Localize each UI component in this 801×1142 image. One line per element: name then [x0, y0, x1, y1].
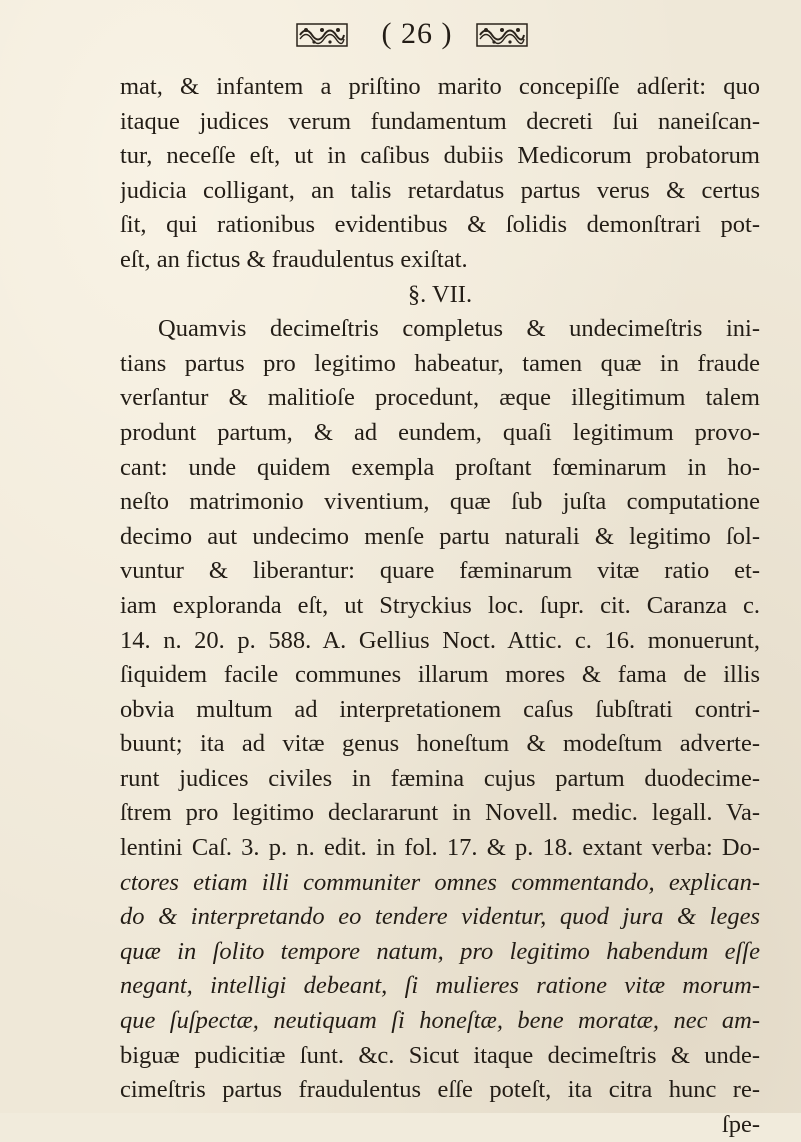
text-line: ſit, qui rationibus evidentibus & ſolidis demonſtrari pot-	[120, 211, 760, 239]
body-text	[120, 70, 760, 1142]
catchword: ſpe-	[721, 1110, 760, 1138]
text-line: ſtrem pro legitimo declararunt in Novell. medic. legall. Va-	[120, 799, 760, 827]
text-line: produnt partum, & ad eundem, quaſi legitimum provo-	[120, 418, 760, 446]
text-line: runt judices civiles in fæmina cujus partum duodecime-	[120, 764, 760, 792]
page-header	[0, 16, 801, 56]
ornament-right-icon	[476, 22, 528, 48]
section-heading: §. VII.	[407, 280, 473, 308]
text-line: Quamvis decimeſtris completus & undecimeſtris ini-	[158, 315, 760, 343]
ornament-left-icon	[296, 22, 348, 48]
text-line: ſiquidem facile communes illarum mores & fama de illis	[120, 661, 760, 689]
text-line: lentini Caſ. 3. p. n. edit. in fol. 17. & p. 18. extant verba: Do-	[120, 834, 760, 862]
text-line: quæ in ſolito tempore natum, pro legitimo habendum eſſe	[120, 937, 760, 965]
text-line: verſantur & malitioſe procedunt, æque illegitimum talem	[120, 384, 760, 412]
text-line: tians partus pro legitimo habeatur, tamen quæ in fraude	[120, 349, 760, 377]
text-line: mat, & infantem a priſtino marito concepiſſe adſerit: quo	[120, 73, 760, 100]
text-line: do & interpretando eo tendere videntur, quod jura & leges	[120, 903, 760, 931]
text-line: vuntur & liberantur: quare fæminarum vitæ ratio et-	[120, 557, 760, 585]
text-line: 14. n. 20. p. 588. A. Gellius Noct. Attic. c. 16. monuerunt,	[120, 626, 760, 654]
text-line: decimo aut undecimo menſe partu naturali & legitimo ſol-	[120, 522, 760, 550]
text-line: cant: unde quidem exempla proſtant fœminarum in ho-	[120, 453, 760, 481]
text-line: itaque judices verum fundamentum decreti ſui naneiſcan-	[120, 107, 760, 135]
text-line: cimeſtris partus fraudulentus eſſe poteſt, ita citra hunc re-	[120, 1076, 760, 1104]
page-number: ( 26 )	[381, 17, 453, 50]
text-line: biguæ pudicitiæ ſunt. &c. Sicut itaque decimeſtris & unde-	[120, 1041, 760, 1069]
text-line: eſt, an fictus & fraudulentus exiſtat.	[120, 245, 468, 273]
text-line: que ſuſpectæ, neutiquam ſi honeſtæ, bene moratæ, nec am-	[120, 1007, 760, 1035]
text-line: neſto matrimonio viventium, quæ ſub juſta computatione	[120, 488, 760, 516]
text-line: negant, intelligi debeant, ſi mulieres ratione vitæ morum-	[120, 972, 760, 1000]
text-line: tur, neceſſe eſt, ut in caſibus dubiis Medicorum probatorum	[120, 142, 760, 170]
text-line: judicia colligant, an talis retardatus partus verus & certus	[120, 176, 760, 204]
text-line: buunt; ita ad vitæ genus honeſtum & modeſtum adverte-	[120, 730, 760, 758]
text-line: obvia multum ad interpretationem caſus ſubſtrati contri-	[120, 695, 760, 723]
text-line: ctores etiam illi communiter omnes commentando, explican-	[120, 868, 760, 896]
text-line: iam exploranda eſt, ut Stryckius loc. ſupr. cit. Caranza c.	[120, 591, 760, 619]
